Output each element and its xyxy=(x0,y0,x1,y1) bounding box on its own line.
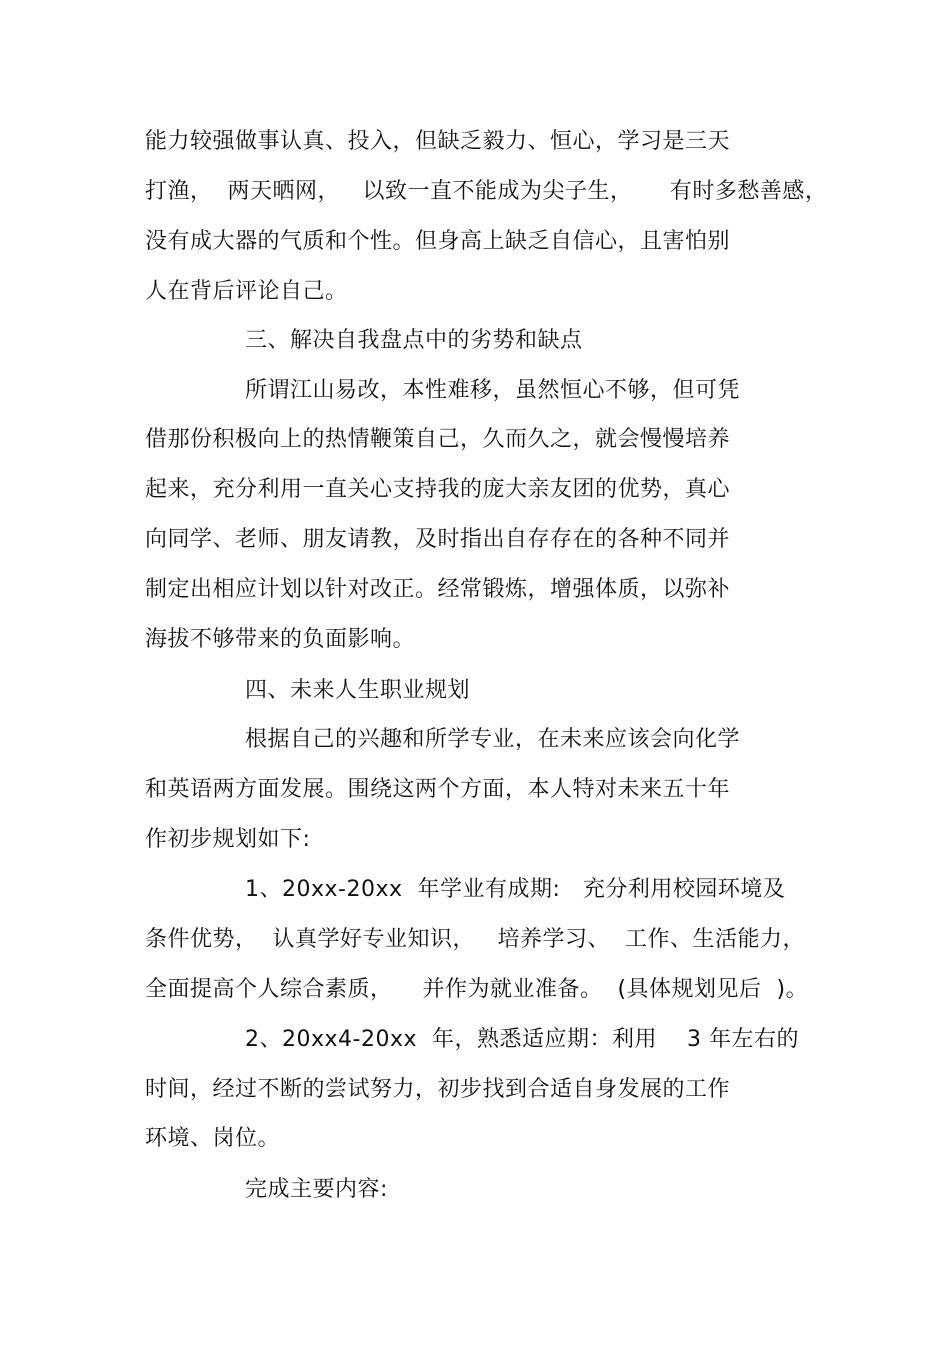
text-line-4: 人在背后评论自己。 xyxy=(145,279,348,304)
text-line-15: 作初步规划如下: xyxy=(145,827,311,852)
text-line-9: 向同学、老师、朋友请教，及时指出自存存在的各种不同并 xyxy=(145,527,731,552)
section-heading-3: 三、解决自我盘点中的劣势和缺点 xyxy=(245,328,583,353)
text-line-6: 所谓江山易改，本性难移，虽然恒心不够，但可凭 xyxy=(245,378,741,403)
text-line-14: 和英语两方面发展。围绕这两个方面，本人特对未来五十年 xyxy=(145,777,731,802)
text-line-2: 打渔， 两天晒网， 以致一直不能成为尖子生， 有时多愁善感， xyxy=(145,179,828,204)
text-line-3: 没有成大器的气质和个性。但身高上缺乏自信心，且害怕别 xyxy=(145,229,731,254)
text-line-20: 时间，经过不断的尝试努力，初步找到合适自身发展的工作 xyxy=(145,1077,731,1102)
text-line-21: 环境、岗位。 xyxy=(145,1126,281,1151)
text-line-17: 条件优势， 认真学好专业知识， 培养学习、 工作、生活能力， xyxy=(145,927,805,952)
text-line-10: 制定出相应计划以针对改正。经常锻炼，增强体质，以弥补 xyxy=(145,577,731,602)
text-line-1: 能力较强做事认真、投入，但缺乏毅力、恒心，学习是三天 xyxy=(145,129,731,154)
section-heading-4: 四、未来人生职业规划 xyxy=(245,678,471,703)
text-line-13: 根据自己的兴趣和所学专业，在未来应该会向化学 xyxy=(245,727,741,752)
text-line-18: 全面提高个人综合素质， 并作为就业准备。 (具体规划见后 )。 xyxy=(145,977,809,1002)
text-line-11: 海拔不够带来的负面影响。 xyxy=(145,627,416,652)
text-line-7: 借那份积极向上的热情鞭策自己，久而久之，就会慢慢培养 xyxy=(145,427,731,452)
plan-item-1: 1、20xx-20xx 年学业有成期: 充分利用校园环境及 xyxy=(245,877,786,902)
plan-item-2: 2、20xx4-20xx 年，熟悉适应期：利用 3 年左右的 xyxy=(245,1027,799,1052)
text-line-8: 起来，充分利用一直关心支持我的庞大亲友团的优势，真心 xyxy=(145,477,731,502)
text-line-22: 完成主要内容: xyxy=(245,1177,388,1202)
